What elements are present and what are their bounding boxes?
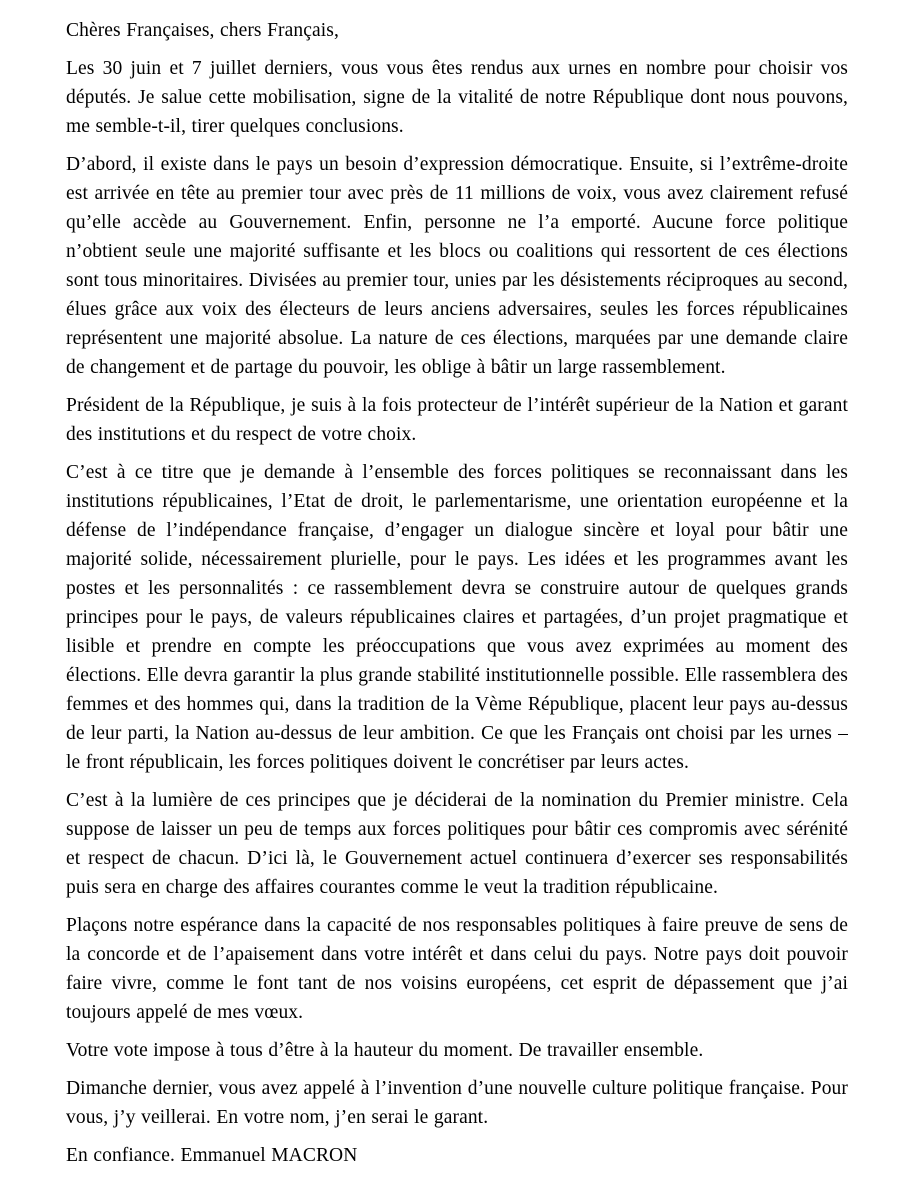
letter-paragraph-7: Votre vote impose à tous d’être à la hauteur du moment. De travailler ensemble. [66, 1040, 704, 1061]
letter-salutation: Chères Françaises, chers Français, [66, 20, 339, 41]
letter-paragraph-5: C’est à la lumière de ces principes que je déciderai de la nomination du Premier ministre. Cela suppose de laisser un peu de temps aux forces politiques pour bâtir ces compromis avec sérénité et respect de chacun. D’ici là, le Gouvernement actuel continuera d’exercer ses responsabilités puis sera en charge des affaires courantes comme le veut la tradition républicaine. [66, 790, 848, 898]
letter-paragraph-3: Président de la République, je suis à la fois protecteur de l’intérêt supérieur de la Nation et garant des institutions et du respect de votre choix. [66, 395, 848, 445]
letter-paragraph-8: Dimanche dernier, vous avez appelé à l’invention d’une nouvelle culture politique française. Pour vous, j’y veillerai. En votre nom, j’en serai le garant. [66, 1078, 848, 1128]
letter-paragraph-4: C’est à ce titre que je demande à l’ensemble des forces politiques se reconnaissant dans les institutions républicaines, l’Etat de droit, le parlementarisme, une orientation européenne et la défense de l’indépendance française, d’engager un dialogue sincère et loyal pour bâtir une majorité solide, nécessairement plurielle, pour le pays. Les idées et les programmes avant les postes et les personnalités : ce rassemblement devra se construire autour de quelques grands principes pour le pays, de valeurs républicaines claires et partagées, d’un projet pragmatique et lisible et prendre en compte les préoccupations que vous avez exprimées au moment des élections. Elle devra garantir la plus grande stabilité institutionnelle possible. Elle rassemblera des femmes et des hommes qui, dans la tradition de la Vème République, placent leur pays au-dessus de leur parti, la Nation au-dessus de leur ambition. Ce que les Français ont choisi par les urnes – le front républicain, les forces politiques doivent le concrétiser par leurs actes. [66, 462, 848, 773]
letter-paragraph-1: Les 30 juin et 7 juillet derniers, vous vous êtes rendus aux urnes en nombre pour choisir vos députés. Je salue cette mobilisation, signe de la vitalité de notre République dont nous pouvons, me semble-t-il, tirer quelques conclusions. [66, 58, 848, 137]
letter-paragraph-6: Plaçons notre espérance dans la capacité de nos responsables politiques à faire preuve de sens de la concorde et de l’apaisement dans votre intérêt et dans celui du pays. Notre pays doit pouvoir faire vivre, comme le font tant de nos voisins européens, cet esprit de dépassement que j’ai toujours appelé de mes vœux. [66, 915, 848, 1023]
letter-closing-signature: En confiance. Emmanuel MACRON [66, 1145, 358, 1166]
letter-paragraph-2: D’abord, il existe dans le pays un besoin d’expression démocratique. Ensuite, si l’extrême-droite est arrivée en tête au premier tour avec près de 11 millions de voix, vous avez clairement refusé qu’elle accède au Gouvernement. Enfin, personne ne l’a emporté. Aucune force politique n’obtient seule une majorité suffisante et les blocs ou coalitions qui ressortent de ces élections sont tous minoritaires. Divisées au premier tour, unies par les désistements réciproques au second, élues grâce aux voix des électeurs de leurs anciens adversaires, seules les forces républicaines représentent une majorité absolue. La nature de ces élections, marquées par une demande claire de changement et de partage du pouvoir, les oblige à bâtir un large rassemblement. [66, 154, 848, 378]
